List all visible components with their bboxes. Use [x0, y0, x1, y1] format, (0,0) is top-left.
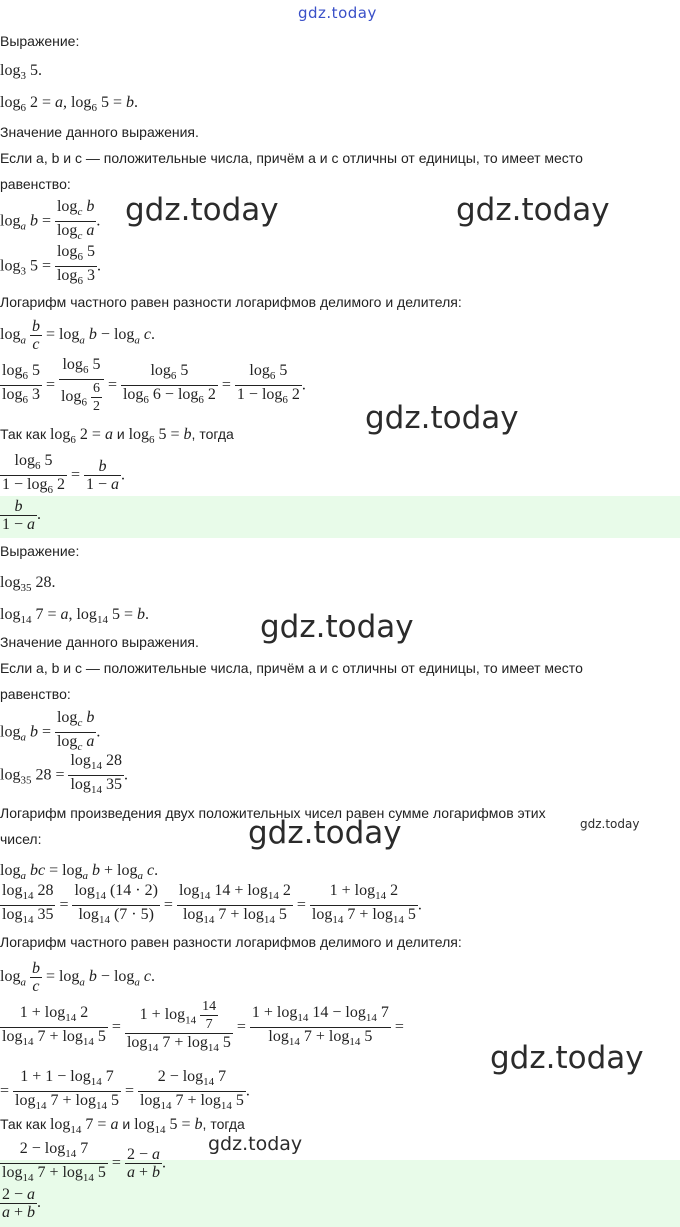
- label-since-1: Так как $\log_6 2 = a$ и $\log_6 5 = b$, тогда: [0, 426, 234, 447]
- label-expression-1: Выражение:: [0, 33, 80, 49]
- formula-expression-1: $\log_3 5$.: [0, 62, 42, 83]
- watermark: gdz.today: [365, 400, 519, 436]
- watermark: gdz.today: [208, 1133, 303, 1155]
- label-value-2: Значение данного выражения.: [0, 634, 199, 650]
- rule-product: Логарифм произведения двух положительных чисел равен сумме логарифмов этих: [0, 805, 546, 821]
- rule-change-base-2: Если a, b и c — положительные числа, причём a и c отличны от единицы, то имеет место: [0, 660, 583, 676]
- watermark: gdz.today: [456, 192, 610, 228]
- formula-transform-4: = $\frac{1 + 1 - \log_{14} 7}{\log_{14} 7 + \log_{14} 5}$ = $\frac{2 - \log_{14} 7}{\log_{14} 7 + \log_{14} 5}$ .: [0, 1068, 250, 1113]
- answer-1: $\frac{b}{1 - a}$ .: [2, 498, 42, 533]
- formula-quotient-1: $\log_a$ $\frac{b}{c}$ = $\log_a b - \log_a c$.: [0, 318, 155, 353]
- formula-result-1: $\frac{\log_6 5}{1 - \log_6 2}$ = $\frac{b}{1 - a}$ .: [2, 452, 126, 497]
- formula-step-1: $\log_3 5$ = $\frac{\log_6 5}{\log_6 3}$ .: [0, 243, 101, 288]
- answer-2: $\frac{2 - a}{a + b}$ .: [2, 1186, 42, 1221]
- formula-transform-2: $\frac{\log_{14} 28}{\log_{14} 35}$ = $\frac{\log_{14} (14 \cdot 2)}{\log_{14} (7 \cdot 5)}$ = $\frac{\log_{14} 14 + \log_{14} 2}{\log_{14} 7 + \log_{14} 5}$ = $\frac{1 + \log_{14} 2}{\log_{14} 7 + \log_{14} 5}$ .: [2, 882, 422, 927]
- label-numbers: чисел:: [0, 831, 42, 847]
- watermark-small: gdz.today: [580, 817, 640, 831]
- answer-highlight-1: [0, 496, 680, 538]
- formula-result-2: $\frac{2 - \log_{14} 7}{\log_{14} 7 + \log_{14} 5}$ = $\frac{2 - a}{a + b}$ .: [2, 1140, 166, 1185]
- label-equality-2: равенство:: [0, 686, 71, 702]
- rule-change-base: Если a, b и c — положительные числа, причём a и c отличны от единицы, то имеет место: [0, 150, 583, 166]
- formula-given-2: $\log_{14} 7 = a$, $\log_{14} 5 = b$.: [0, 606, 149, 627]
- rule-quotient-1: Логарифм частного равен разности логарифмов делимого и делителя:: [0, 294, 462, 310]
- formula-product: $\log_a$ bc = $\log_a b + \log_a c$.: [0, 862, 159, 883]
- watermark: gdz.today: [490, 1040, 644, 1076]
- formula-change-base-2: $\log_a b$ = $\frac{\log_c b}{\log_c a}$ .: [0, 709, 101, 754]
- watermark: gdz.today: [260, 609, 414, 645]
- label-expression-2: Выражение:: [0, 543, 80, 559]
- label-since-2: Так как $\log_{14} 7 = a$ и $\log_{14} 5 = b$, тогда: [0, 1116, 245, 1137]
- label-value: Значение данного выражения.: [0, 124, 199, 140]
- rule-quotient-2: Логарифм частного равен разности логарифмов делимого и делителя:: [0, 934, 462, 950]
- formula-expression-2: $\log_{35} 28$.: [0, 574, 56, 595]
- watermark: gdz.today: [248, 815, 402, 851]
- formula-transform-3: $\frac{1 + \log_{14} 2}{\log_{14} 7 + \log_{14} 5}$ = $1 + \log_{14}$ $\frac{14}{7}$ $\log_{14} 7 + \log_{14} 5$ = $\frac{1 + \log_{14} 14 - \log_{14} 7}{\log_{14} 7 + \log_{14} 5}$ =: [2, 999, 404, 1055]
- formula-transform-1: $\frac{\log_6 5}{\log_6 3}$ = $\log_6 5$ $\log_6$ $\frac{6}{2}$ = $\frac{\log_6 5}{\log_6 6 - \log_6 2}$ = $\frac{\log_6 5}{1 - \log_6 2}$ .: [2, 356, 306, 415]
- formula-given-1: $\log_6 2 = a$, $\log_6 5 = b$.: [0, 94, 138, 115]
- formula-change-base-1: $\log_a b$ = $\frac{\log_c b}{\log_c a}$ .: [0, 198, 101, 243]
- watermark: gdz.today: [125, 192, 279, 228]
- formula-step-2: $\log_{35} 28$ = $\frac{\log_{14} 28}{\log_{14} 35}$ .: [0, 752, 128, 797]
- formula-quotient-2: $\log_a$ $\frac{b}{c}$ = $\log_a b - \log_a c$.: [0, 960, 155, 995]
- label-equality: равенство:: [0, 176, 71, 192]
- watermark-top: gdz.today: [298, 4, 377, 22]
